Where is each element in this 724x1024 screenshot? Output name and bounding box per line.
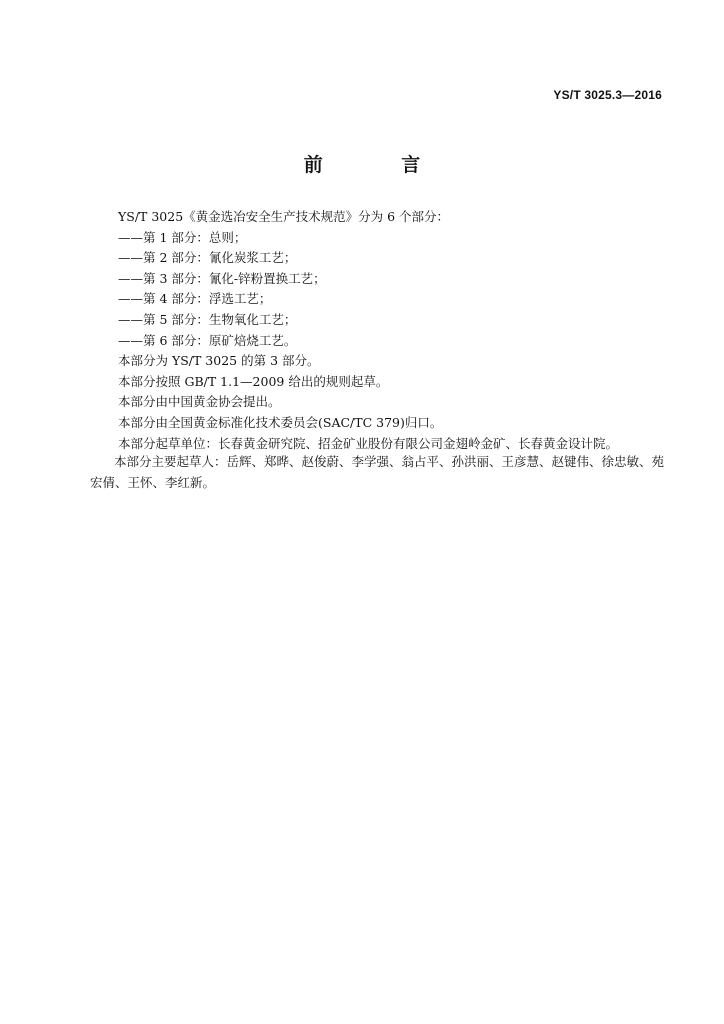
list-item-part-2: ——第 2 部分：氰化炭浆工艺； [118,250,297,266]
foreword-body [94,207,662,454]
page-title: 前 言 [303,154,457,176]
paragraph-centralized-by: 本部分由全国黄金标准化技术委员会(SAC/TC 379)归口。 [118,414,443,430]
paragraph-main-drafters: 本部分主要起草人：岳辉、郑晔、赵俊蔚、李学强、翁占平、孙洪丽、王彦慧、赵键伟、徐忠敏、苑宏倩、王怀、李红新。 [90,454,665,490]
list-item-part-5: ——第 5 部分：生物氧化工艺； [118,311,297,327]
paragraph-part-statement: 本部分为 YS/T 3025 的第 3 部分。 [118,353,320,369]
paragraph-drafting-units: 本部分起草单位：长春黄金研究院、招金矿业股份有限公司金翅岭金矿、长春黄金设计院。 [118,435,619,451]
paragraph-intro: YS/T 3025《黄金选冶安全生产技术规范》分为 6 个部分： [118,209,450,224]
list-item-part-3: ——第 3 部分：氰化-锌粉置换工艺； [118,270,326,286]
list-item-part-1: ——第 1 部分：总则； [118,229,247,245]
list-item-part-6: ——第 6 部分：原矿焙烧工艺。 [118,332,297,348]
list-item-part-4: ——第 4 部分：浮选工艺； [118,291,272,307]
standard-code: YS/T 3025.3—2016 [553,88,662,102]
paragraph-proposer: 本部分由中国黄金协会提出。 [118,394,281,410]
paragraph-drafting-rules: 本部分按照 GB/T 1.1—2009 给出的规则起草。 [118,373,389,389]
